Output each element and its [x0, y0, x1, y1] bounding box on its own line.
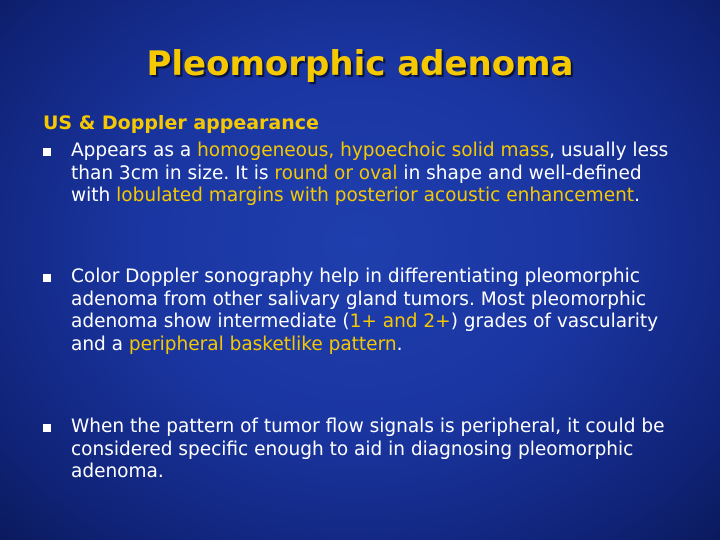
- text-segment: .: [396, 333, 403, 355]
- text-segment: When the pattern of tumor flow signals is peripheral, it could be considered specific enough to aid in diagnosing pleomorphic adenoma.: [71, 416, 665, 482]
- square-bullet-icon: [43, 148, 51, 156]
- bullet-text: [71, 140, 683, 208]
- slide-title: Pleomorphic adenoma: [146, 44, 574, 84]
- square-bullet-icon: [43, 424, 51, 432]
- text-segment: Appears as a: [71, 140, 198, 161]
- highlighted-text: lobulated margins with posterior acoustic enhancement: [116, 185, 635, 206]
- text-segment: in shape and well-defined with: [71, 162, 642, 206]
- text-segment: ) grades of vascularity and a: [71, 311, 659, 355]
- bullet-text: [71, 416, 683, 484]
- bullet-text: [71, 266, 683, 356]
- bullet-item: [43, 416, 683, 484]
- highlighted-text: 1+ and 2+: [349, 311, 451, 332]
- bullet-item: [43, 266, 683, 356]
- slide-subtitle: US & Doppler appearance: [43, 112, 319, 134]
- text-segment: .: [634, 185, 640, 206]
- highlighted-text: round or oval: [274, 162, 398, 184]
- text-segment: Color Doppler sonography help in differentiating pleomorphic adenoma from other salivary gland tumors. Most pleomorphic adenoma show intermediate (: [71, 266, 647, 332]
- highlighted-text: homogeneous, hypoechoic solid mass: [197, 140, 550, 161]
- text-segment: , usually less than 3cm in size. It is: [71, 140, 669, 184]
- highlighted-text: peripheral basketlike pattern: [128, 333, 397, 355]
- square-bullet-icon: [43, 274, 51, 282]
- bullet-item: [43, 140, 683, 208]
